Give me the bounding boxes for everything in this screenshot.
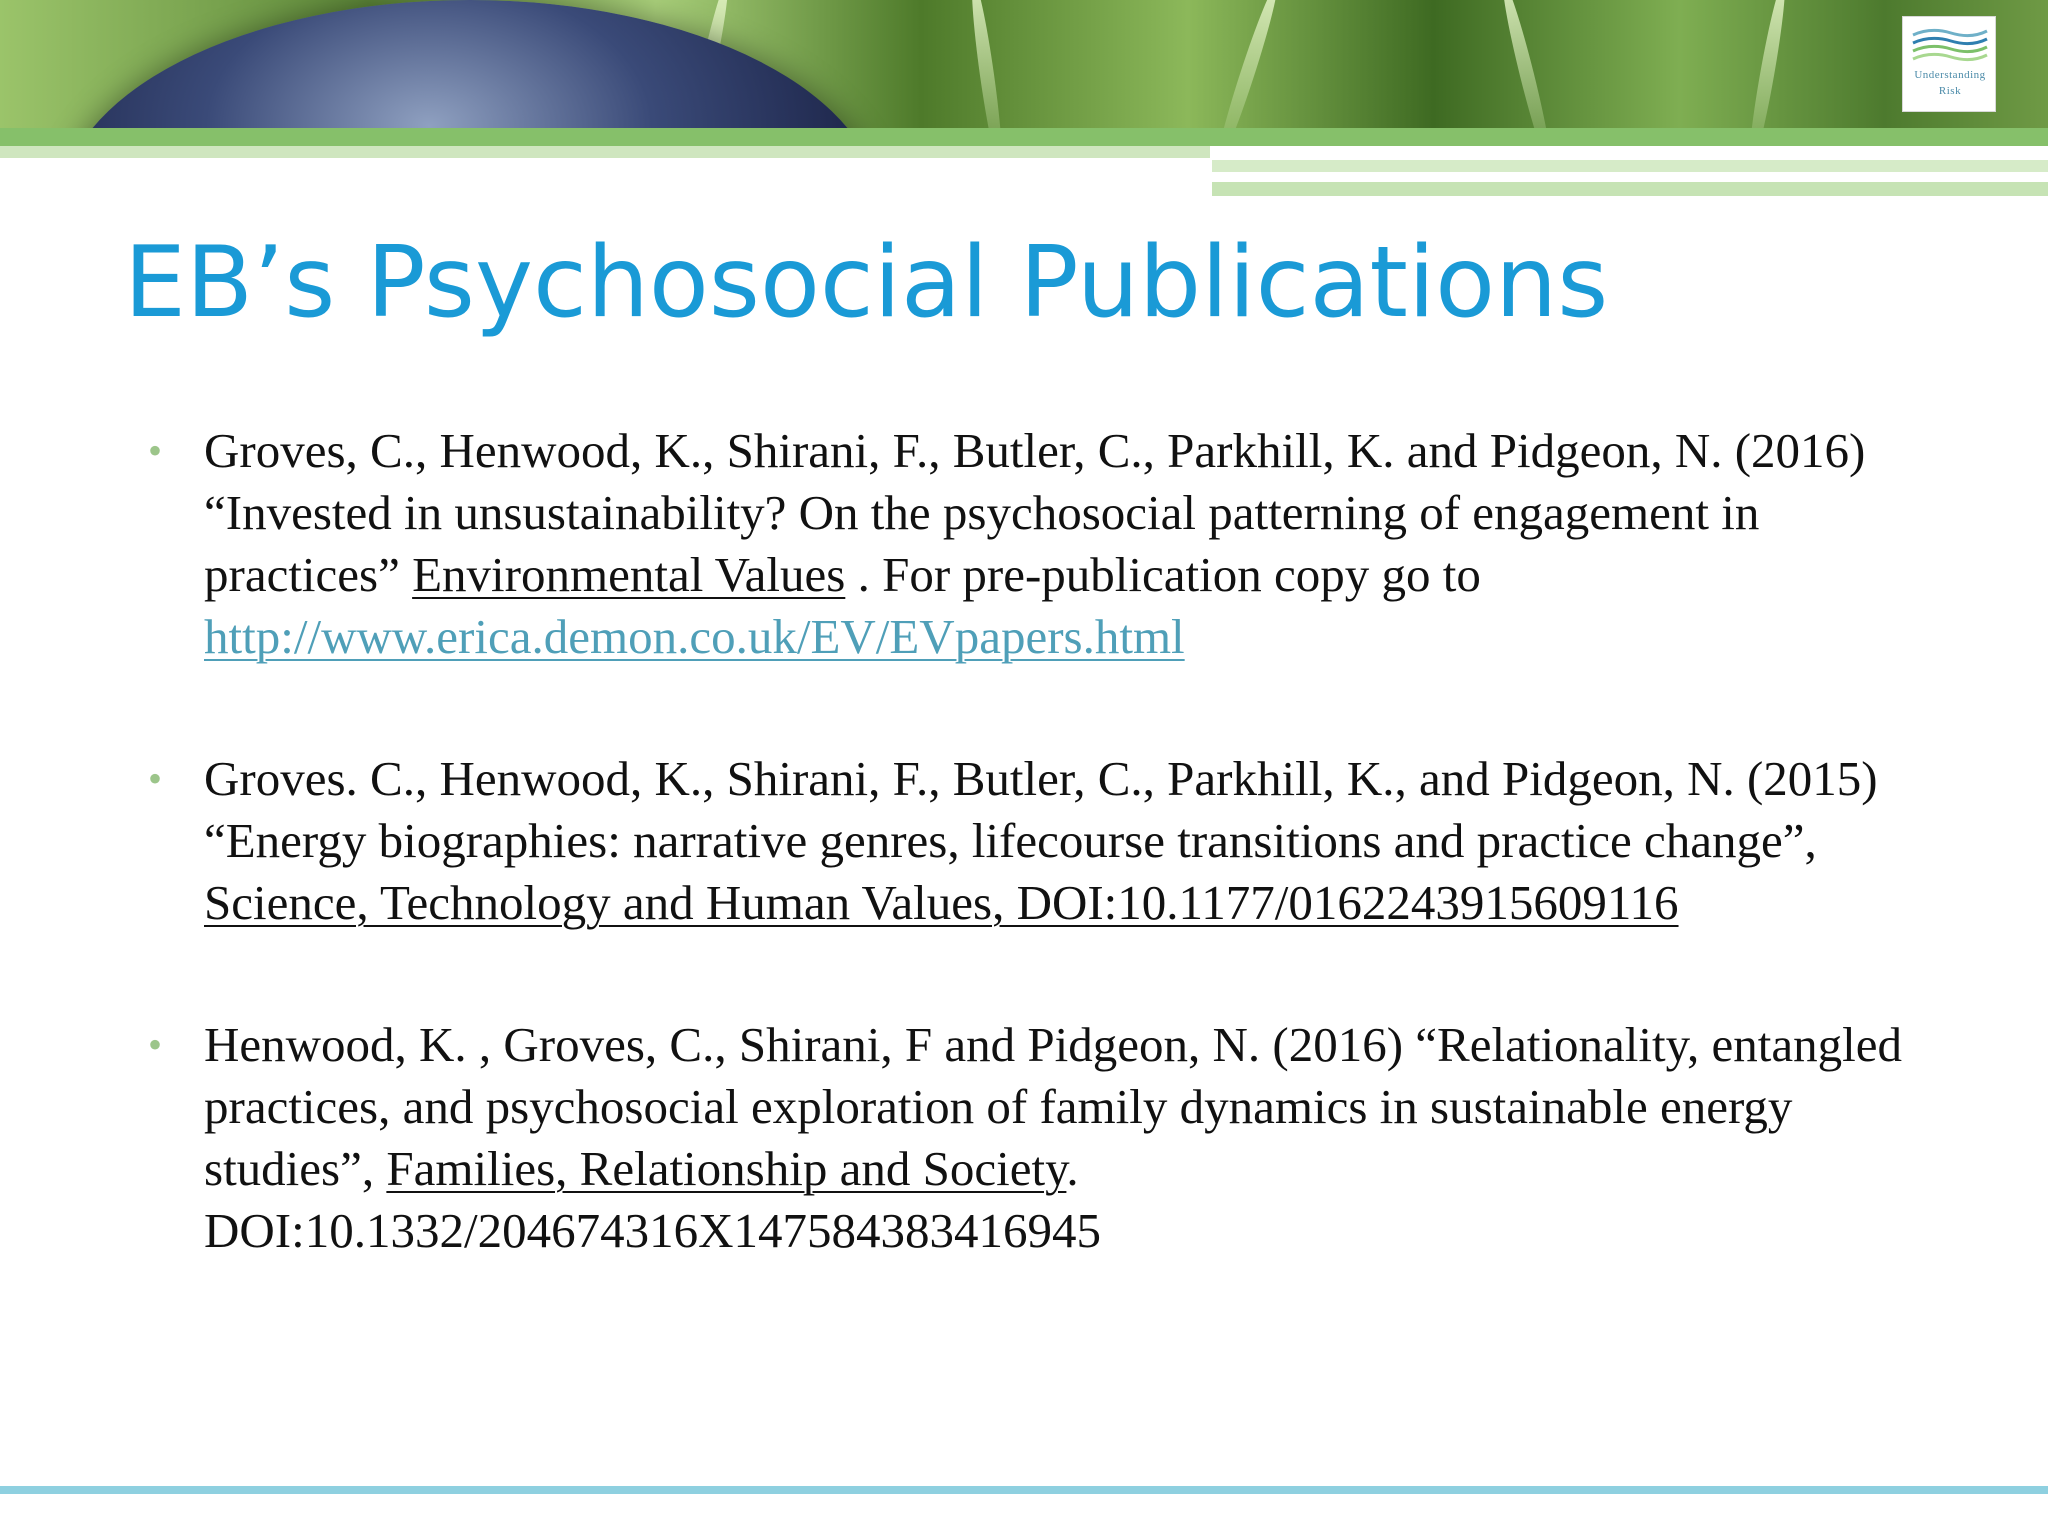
logo-line-2: Risk — [1938, 85, 1962, 97]
bullet-icon: • — [148, 1022, 163, 1067]
globe-image — [0, 0, 2048, 128]
understanding-risk-logo — [1902, 16, 1996, 112]
header-stripe-right — [1212, 160, 2048, 172]
reference-list — [148, 420, 1948, 1342]
bullet-icon: • — [148, 428, 163, 473]
logo-line-1: Understanding — [1914, 69, 1986, 81]
reference-text: Henwood, K. , Groves, C., Shirani, F and Pidgeon, N. (2016) “Relationality, entangled practices, and psychosocial exploration of family dynamics in sustainable energy studies”, — [204, 1017, 1902, 1196]
journal-title: Families, Relationship and Society — [386, 1141, 1067, 1196]
header-stripe — [0, 128, 2048, 146]
header-stripe-light — [0, 146, 1210, 158]
footer-line — [0, 1486, 2048, 1494]
bullet-icon: • — [148, 756, 163, 801]
header-stripe-right-lower — [1212, 182, 2048, 196]
reference-item — [148, 420, 1948, 668]
pre-publication-link[interactable]: http://www.erica.demon.co.uk/EV/EVpapers.html — [204, 609, 1185, 664]
reference-text: Groves. C., Henwood, K., Shirani, F., Butler, C., Parkhill, K., and Pidgeon, N. (2015) “Energy biographies: narrative genres, lifecourse transitions and practice change”, — [204, 751, 1878, 868]
reference-doi: . DOI:10.1332/204674316X147584383416945 — [204, 1141, 1101, 1258]
header-stripe-gap — [1212, 172, 1692, 180]
reference-text: Groves, C., Henwood, K., Shirani, F., Butler, C., Parkhill, K. and Pidgeon, N. (2016) “Invested in unsustainability? On the psychosocial patterning of engagement in practices” — [204, 423, 1866, 602]
reference-text-middle: . For pre-publication copy go to — [845, 547, 1481, 602]
journal-title: Environmental Values — [412, 547, 846, 602]
slide-title: EB’s Psychosocial Publications — [124, 226, 1609, 340]
reference-item — [148, 748, 1948, 934]
journal-title: Science, Technology and Human Values, DOI:10.1177/0162243915609116 — [204, 875, 1679, 930]
reference-item — [148, 1014, 1948, 1262]
